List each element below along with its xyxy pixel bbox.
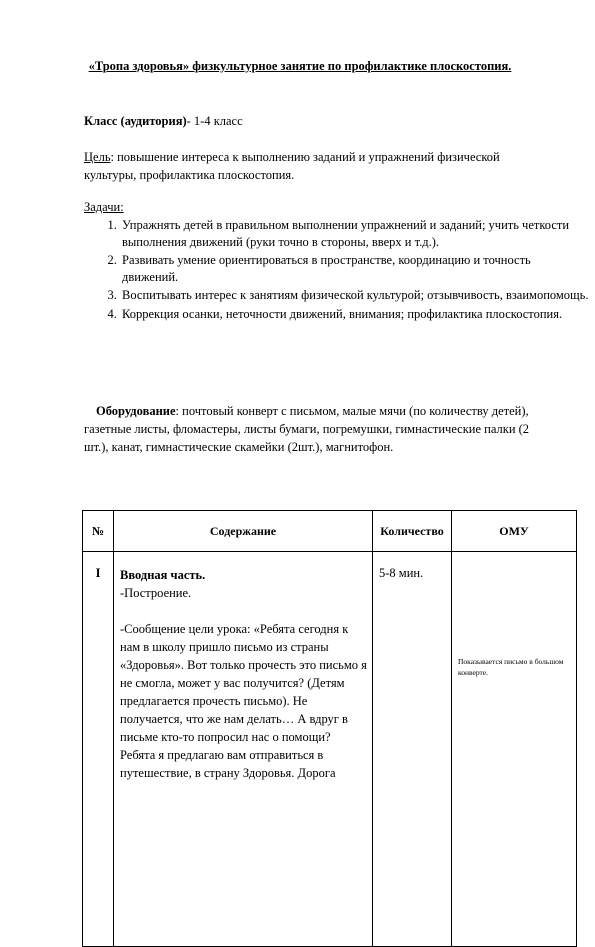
section-title: Вводная часть. bbox=[120, 568, 206, 582]
equipment-label: Оборудование bbox=[96, 404, 176, 418]
task-item-1: 1. Упражнять детей в правильном выполнении упражнений и заданий; учить четкости выполнения движений (руки точно в стороны, вверх и т.д.). bbox=[120, 217, 590, 250]
task-item-3: 3. Воспитывать интерес к занятиям физической культурой; отзывчивость, взаимопомощь. bbox=[120, 287, 590, 304]
goal-paragraph bbox=[84, 148, 544, 184]
table-row bbox=[83, 552, 577, 947]
row-quantity: 5-8 мин. bbox=[373, 552, 452, 947]
tasks-list bbox=[84, 217, 590, 324]
goal-label: Цель bbox=[84, 150, 111, 164]
task-item-2: 2. Развивать умение ориентироваться в пространстве, координацию и точность движений. bbox=[120, 252, 590, 285]
equipment-text: : почтовый конверт с письмом, малые мячи (по количеству детей), газетные листы, фломастеры, листы бумаги, погремушки, гимнастические палки (2 шт.), канат, гимнастические скамейки (2шт.), магнитофон. bbox=[84, 404, 530, 454]
tasks-heading: Задачи: bbox=[84, 200, 124, 214]
header-number: № bbox=[83, 511, 114, 552]
equipment-paragraph bbox=[84, 402, 554, 456]
row-content bbox=[114, 552, 373, 947]
goal-text: : повышение интереса к выполнению заданий и упражнений физической культуры, профилактика плоскостопия. bbox=[84, 150, 500, 182]
table-header-row bbox=[83, 511, 577, 552]
content-paragraph: -Сообщение цели урока: «Ребята сегодня к нам в школу пришло письмо из страны «Здоровья». Вот только прочесть это письмо я не смогла, может у вас получится? (Детям предлагается прочесть письмо). Не получается, что же нам делать… А вдруг в письме кто-то попросил нас о помощи? Ребята я предлагаю вам отправиться в путешествие, в страну Здоровья. Дорога bbox=[120, 622, 367, 780]
class-line bbox=[84, 112, 544, 130]
document-title: «Тропа здоровья» физкультурное занятие по профилактике плоскостопия. bbox=[88, 59, 512, 73]
header-omu: ОМУ bbox=[452, 511, 577, 552]
class-label: Класс (аудитория) bbox=[84, 114, 187, 128]
header-content: Содержание bbox=[114, 511, 373, 552]
task-item-4: 4. Коррекция осанки, неточности движений, внимания; профилактика плоскостопия. bbox=[120, 306, 590, 323]
content-line-formation: -Построение. bbox=[120, 586, 192, 600]
class-value: - 1-4 класс bbox=[186, 114, 243, 128]
lesson-plan-table bbox=[82, 510, 577, 947]
row-number: I bbox=[83, 552, 114, 947]
row-omu: Показывается письмо в большом конверте. bbox=[452, 552, 577, 947]
header-quantity: Количество bbox=[373, 511, 452, 552]
